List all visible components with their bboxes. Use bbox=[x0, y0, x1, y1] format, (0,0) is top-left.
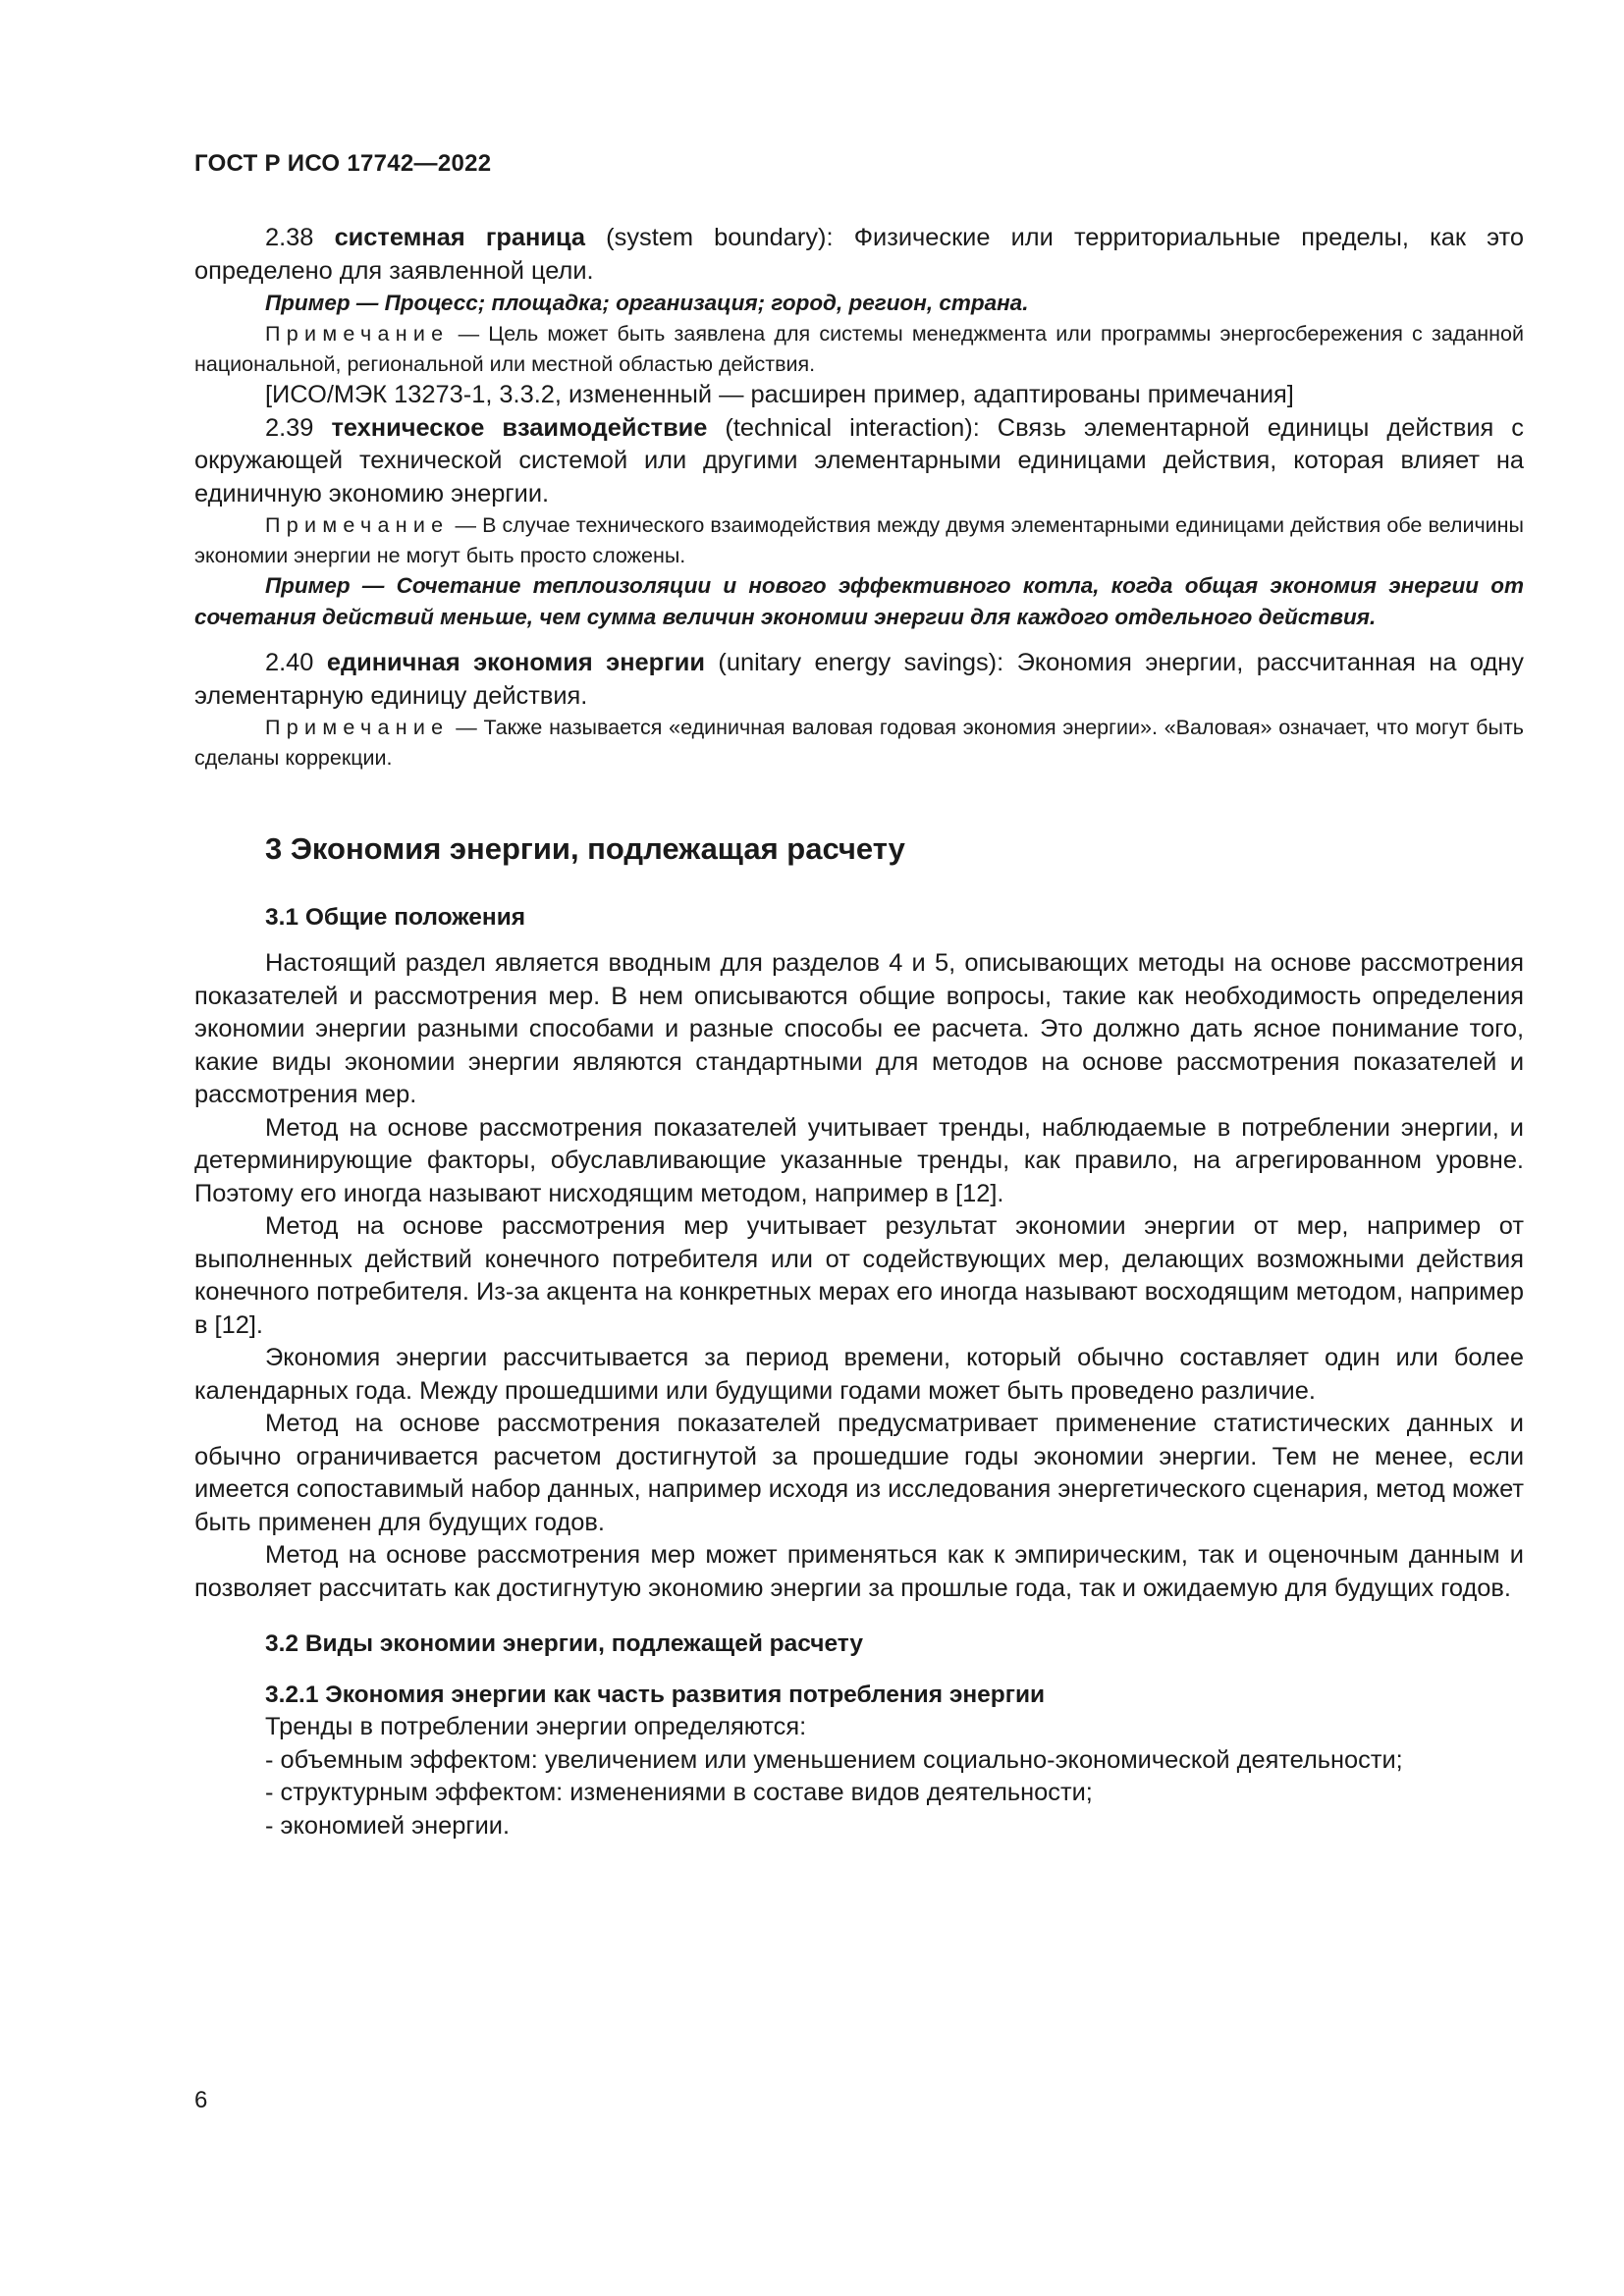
note-lead: Примечание bbox=[265, 322, 450, 346]
note-2-38 bbox=[194, 319, 1524, 379]
trend-list bbox=[194, 1744, 1524, 1843]
note-text: — В случае технического взаимодействия между двумя элементарными единицами действия обе величины экономии энергии не могут быть просто сложены. bbox=[194, 513, 1524, 567]
note-lead: Примечание bbox=[265, 716, 450, 739]
list-item: - структурным эффектом: изменениями в составе видов деятельности; bbox=[265, 1779, 1093, 1806]
definition-2-38 bbox=[194, 222, 1524, 288]
paragraph: Метод на основе рассмотрения показателей предусматривает применение статистических данных и обычно ограничивается расчетом достигнутой за прошедшие годы экономии энергии. Тем не менее, если имеется сопоставимый набор данных, например исходя из исследования энергетического сценария, метод может быть применен для будущих годов. bbox=[194, 1410, 1524, 1536]
paragraph: Метод на основе рассмотрения показателей учитывает тренды, наблюдаемые в потреблении энергии, и детерминирующие факторы, обуславливающие указанные тренды, как правило, на агрегированном уровне. Поэтому его иногда называют нисходящим методом, например в [12]. bbox=[194, 1113, 1524, 1207]
example-2-38: Пример — Процесс; площадка; организация; город, регион, страна. bbox=[265, 291, 1029, 315]
paragraph: Метод на основе рассмотрения мер может применяться как к эмпирическим, так и оценочным данным и позволяет рассчитать как достигнутую экономию энергии за прошлые года, так и ожидаемую для будущих годов. bbox=[194, 1541, 1524, 1602]
subsection-3-2-title: 3.2 Виды экономии энергии, подлежащей расчету bbox=[265, 1630, 864, 1657]
note-lead: Примечание bbox=[265, 513, 450, 537]
note-text: — Также называется «единичная валовая годовая экономия энергии». «Валовая» означает, что могут быть сделаны коррекции. bbox=[194, 716, 1524, 770]
subsection-3-1-title: 3.1 Общие положения bbox=[265, 904, 526, 931]
paragraph: Настоящий раздел является вводным для разделов 4 и 5, описывающих методы на основе рассмотрения показателей и рассмотрения мер. В нем описываются общие вопросы, такие как необходимость определения экономии энергии разными способами и разные способы ее расчета. Это должно дать ясное понимание того, какие виды экономии энергии являются стандартными для методов на основе рассмотрения показателей и рассмотрения мер. bbox=[194, 949, 1524, 1108]
definition-term: техническое взаимодействие bbox=[331, 413, 708, 442]
list-item: - объемным эффектом: увеличением или уменьшением социально-экономической деятельности; bbox=[265, 1745, 1403, 1774]
list-item: - экономией энергии. bbox=[265, 1811, 511, 1840]
definition-number: 2.39 bbox=[265, 413, 332, 442]
paragraph: Экономия энергии рассчитывается за период времени, который обычно составляет один или более календарных года. Между прошедшими или будущими годами может быть проведено различие. bbox=[194, 1344, 1524, 1405]
note-2-40 bbox=[194, 713, 1524, 773]
subsection-3-2-1-title: 3.2.1 Экономия энергии как часть развития потребления энергии bbox=[265, 1682, 1046, 1708]
paragraph: Метод на основе рассмотрения мер учитывает результат экономии энергии от мер, например от выполненных действий конечного потребителя или от содействующих мер, делающих возможными действия конечного потребителя. Из-за акцента на конкретных мерах его иногда называют восходящим методом, например в [12]. bbox=[194, 1212, 1524, 1339]
document-header: ГОСТ Р ИСО 17742—2022 bbox=[194, 150, 492, 177]
note-text: — Цель может быть заявлена для системы менеджмента или программы энергосбережения с заданной национальной, региональной или местной областью действия. bbox=[194, 322, 1524, 376]
definition-2-39 bbox=[194, 412, 1524, 511]
note-2-39 bbox=[194, 510, 1524, 570]
definition-number: 2.40 bbox=[265, 649, 327, 676]
example-2-39: Пример — Сочетание теплоизоляции и нового эффективного котла, когда общая экономия энергии от сочетания действий меньше, чем сумма величин экономии энергии для каждого отдельного действия. bbox=[194, 573, 1524, 629]
definition-text: (system boundary): Физические или территориальные пределы, как это определено для заявленной цели. bbox=[194, 224, 1524, 285]
definition-number: 2.38 bbox=[265, 224, 335, 251]
section-3-title: 3 Экономия энергии, подлежащая расчету bbox=[265, 831, 905, 866]
page-content bbox=[194, 222, 1524, 1842]
page-number: 6 bbox=[194, 2087, 208, 2113]
list-intro: Тренды в потреблении энергии определяются: bbox=[265, 1713, 807, 1740]
definition-term: системная граница bbox=[334, 224, 586, 251]
section-3-1-body bbox=[194, 947, 1524, 1605]
definition-text: (technical interaction): Связь элементарной единицы действия с окружающей технической системой или другими элементарными единицами действия, которая влияет на единичную экономию энергии. bbox=[194, 413, 1525, 507]
reference-2-38: [ИСО/МЭК 13273-1, 3.3.2, измененный — расширен пример, адаптированы примечания] bbox=[265, 381, 1294, 408]
definition-2-40 bbox=[194, 647, 1524, 713]
definition-text: (unitary energy savings): Экономия энергии, рассчитанная на одну элементарную единицу действия. bbox=[194, 649, 1524, 710]
definition-term: единичная экономия энергии bbox=[326, 649, 705, 676]
